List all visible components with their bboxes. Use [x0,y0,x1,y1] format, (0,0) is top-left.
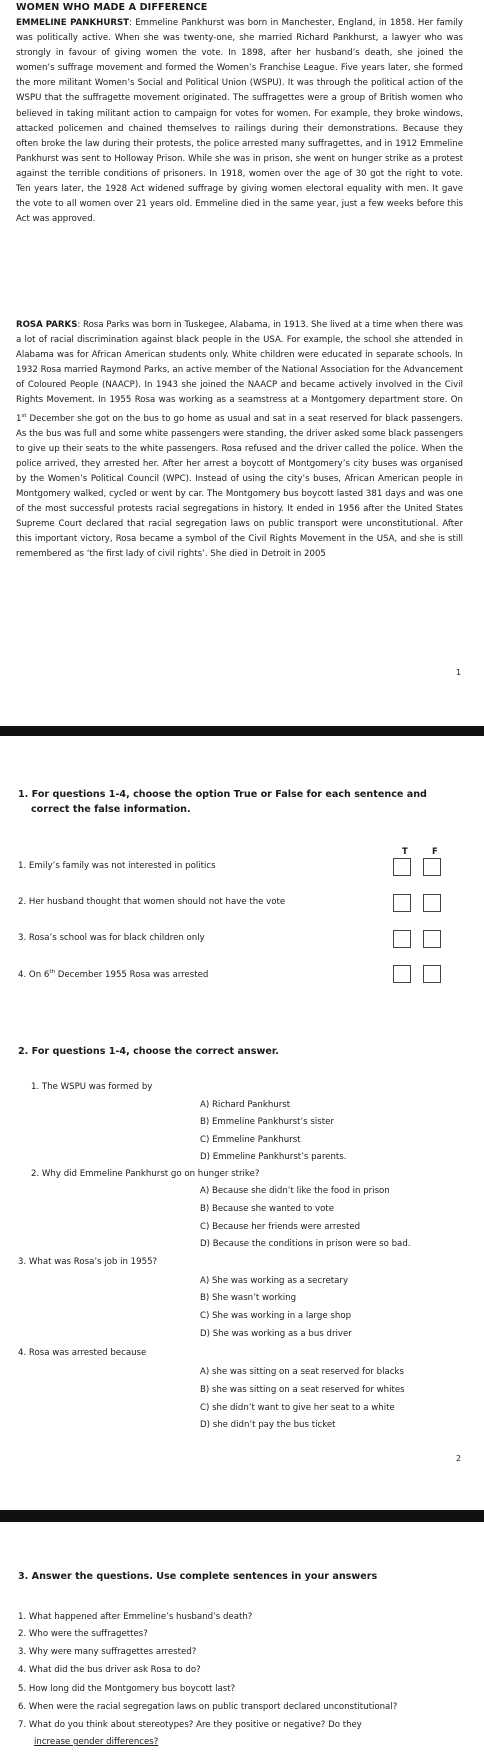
page-number: 2 [456,1454,462,1463]
tf-false-checkbox-3[interactable] [423,930,441,948]
mc-question-1: 1. The WSPU was formed by [31,1082,153,1092]
document-title: WOMEN WHO MADE A DIFFERENCE [16,2,208,13]
rosa-ordinal-suffix: st [21,412,27,419]
mc-option[interactable]: C) she didn’t want to give her seat to a white [200,1403,395,1413]
exercise-2-heading: 2. For questions 1-4, choose the correct answer. [18,1046,279,1057]
open-question-4: 4. What did the bus driver ask Rosa to do? [18,1665,201,1675]
tf-true-checkbox-3[interactable] [393,930,411,948]
mc-option[interactable]: B) Because she wanted to vote [200,1204,334,1214]
open-question-3: 3. Why were many suffragettes arrested? [18,1647,197,1657]
tf-false-checkbox-2[interactable] [423,894,441,912]
emmeline-paragraph [16,16,463,227]
mc-question-2: 2. Why did Emmeline Pankhurst go on hunger strike? [31,1169,260,1179]
open-question-6: 6. When were the racial segregation laws on public transport declared unconstitutional? [18,1702,398,1712]
tf-statement-3: 3. Rosa’s school was for black children only [18,933,205,943]
emmeline-text: : Emmeline Pankhurst was born in Manchester, England, in 1858. Her family was politically active. When she was twenty-one, she married Richard Pankhurst, a lawyer who was strongly in favour of giving women the vote. In 1898, after her husband’s death, she joined the women’s suffrage movement and formed the Women’s Franchise League. Five years later, she formed the more militant Women’s Social and Political Union (WSPU). It was through the political action of the WSPU that the suffragette movement originated. The suffragettes were a group of British women who believed in taking militant action to campaign for votes for women. For example, they broke windows, attacked policemen and chained themselves to railings during their demonstrations. Because they often broke the law during their protests, the police arrested many suffragettes, and in 1912 Emmeline Pankhurst was sent to Holloway Prison. While she was in prison, she went on hunger strike as a protest against the terrible conditions of prisoners. In 1918, women over the age of 30 got the right to vote. Ten years later, the 1928 Act widened suffrage by giving women electoral equality with men. It gave the vote to all women over 21 years old. Emmeline died in the same year, just a few weeks before this Act was approved. [16,18,463,225]
exercise-1-heading: 1. For questions 1-4, choose the option True or False for each sentence and [18,789,427,800]
rosa-text-part-1: : Rosa Parks was born in Tuskegee, Alabama, in 1913. She lived at a time when there was a lot of racial discrimination against black people in the USA. For example, the school she attended in Alabama was for African American students only. White children were educated in separate schools. In 1932 Rosa married Raymond Parks, an active member of the National Association for the Advancement of Coloured People (NAACP). In 1943 she joined the NAACP and became actively involved in the Civil Rights Movement. In 1955 Rosa was working as a seamstress at a Montgomery department store. On 1 [16,320,463,424]
tf-true-checkbox-2[interactable] [393,894,411,912]
tf-statement-2: 2. Her husband thought that women should not have the vote [18,897,286,907]
tf-false-checkbox-4[interactable] [423,965,441,983]
page-3 [0,1522,484,1754]
mc-option[interactable]: D) she didn’t pay the bus ticket [200,1420,336,1430]
open-question-7: 7. What do you think about stereotypes? Are they positive or negative? Do they [18,1720,362,1730]
rosa-text-part-2: December she got on the bus to go home as usual and sat in a seat reserved for black passengers. As the bus was full and some white passengers were standing, the driver asked some black passengers to give up their seats to the white passengers. Rosa refused and the driver called the police. When the police arrived, they arrested her. After her arrest a boycott of Montgomery’s city buses was organised by the Women’s Political Council (WPC). Instead of using the city’s buses, African American people in Montgomery walked, cycled or went by car. The Montgomery bus boycott lasted 381 days and was one of the most successful protests racial segregations in history. It ended in 1956 after the United States Supreme Court declared that racial segregation laws on public transport were unconstitutional. After this important victory, Rosa became a symbol of the Civil Rights Movement in the USA, and she is still remembered as ‘the first lady of civil rights’. She died in Detroit in 2005 [16,413,463,560]
mc-option[interactable]: C) Because her friends were arrested [200,1222,361,1232]
tf-false-checkbox-1[interactable] [423,858,441,876]
rosa-paragraph [16,318,463,562]
mc-option[interactable]: D) Emmeline Pankhurst’s parents. [200,1152,347,1162]
open-question-5: 5. How long did the Montgomery bus boycott last? [18,1684,236,1694]
mc-option[interactable]: B) Emmeline Pankhurst’s sister [200,1117,334,1127]
open-question-7-continuation: increase gender differences? [34,1737,159,1747]
tf-true-checkbox-4[interactable] [393,965,411,983]
open-question-2: 2. Who were the suffragettes? [18,1629,148,1639]
exercise-1-heading-line-2: correct the false information. [31,804,191,815]
page-separator [0,1510,484,1522]
mc-question-4: 4. Rosa was arrested because [18,1348,147,1358]
mc-option[interactable]: A) Richard Pankhurst [200,1100,291,1110]
page-1 [0,0,484,726]
tf-statement-4: 4. On 6th December 1955 Rosa was arrested [18,969,209,980]
tf-true-checkbox-1[interactable] [393,858,411,876]
mc-option[interactable]: D) Because the conditions in prison were so bad. [200,1239,411,1249]
mc-option[interactable]: D) She was working as a bus driver [200,1329,352,1339]
exercise-3-heading: 3. Answer the questions. Use complete sentences in your answers [18,1571,378,1582]
tf-statement-1: 1. Emily’s family was not interested in politics [18,861,216,871]
mc-option[interactable]: C) She was working in a large shop [200,1311,352,1321]
emmeline-name: EMMELINE PANKHURST [16,18,129,28]
mc-question-3: 3. What was Rosa’s job in 1955? [18,1257,158,1267]
mc-option[interactable]: C) Emmeline Pankhurst [200,1135,301,1145]
page-2 [0,736,484,1510]
page-number: 1 [456,668,462,677]
mc-option[interactable]: A) she was sitting on a seat reserved for blacks [200,1367,404,1377]
rosa-name: ROSA PARKS [16,320,78,330]
true-column-label: T [402,846,408,856]
mc-option[interactable]: A) She was working as a secretary [200,1276,349,1286]
false-column-label: F [432,846,438,856]
page-separator [0,726,484,736]
mc-option[interactable]: B) She wasn’t working [200,1293,297,1303]
mc-option[interactable]: A) Because she didn’t like the food in prison [200,1186,390,1196]
mc-option[interactable]: B) she was sitting on a seat reserved for whites [200,1385,405,1395]
open-question-1: 1. What happened after Emmeline’s husband’s death? [18,1612,253,1622]
